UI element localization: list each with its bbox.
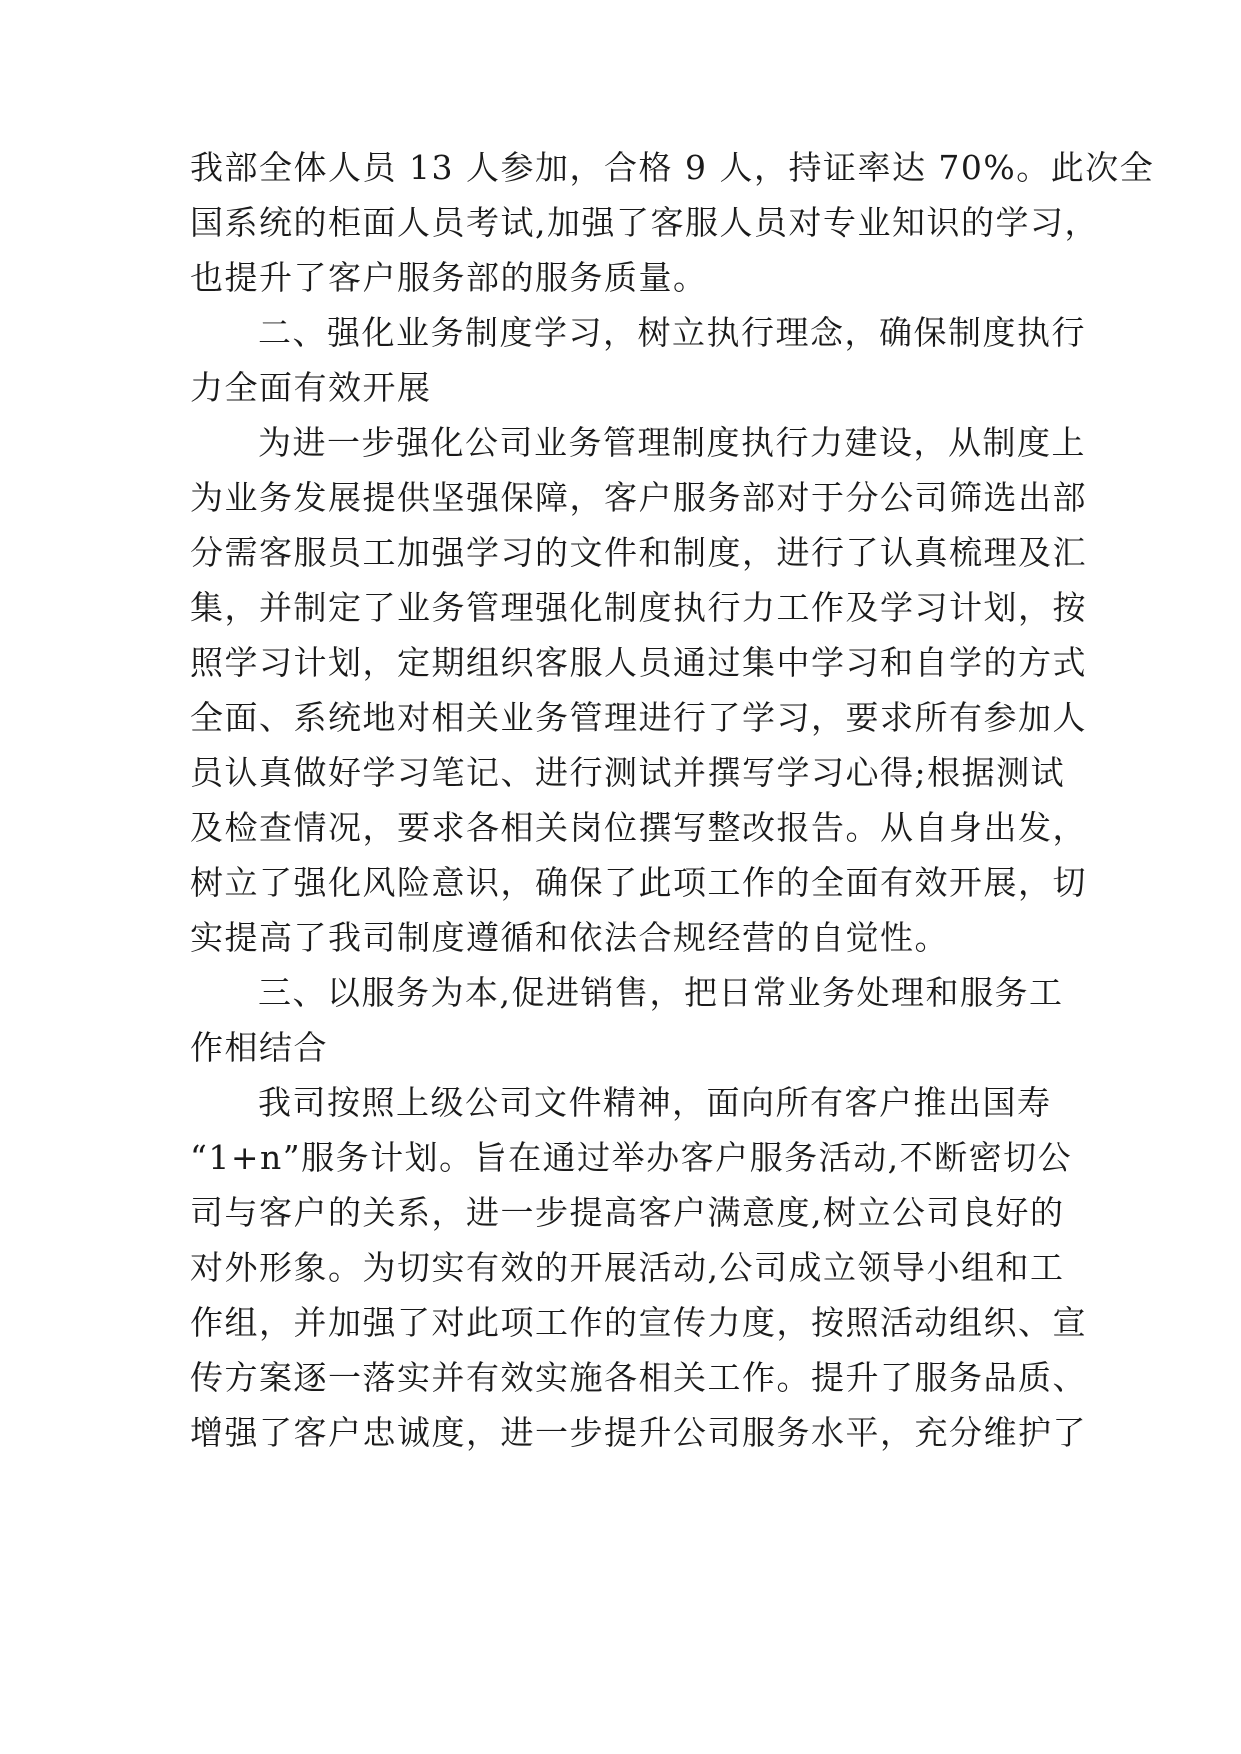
section-heading: 二、强化业务制度学习，树立执行理念，确保制度执行 xyxy=(258,313,1086,352)
text-line: 员认真做好学习笔记、进行测试并撰写学习心得;根据测试 xyxy=(190,753,1066,792)
text-line: 树立了强化风险意识，确保了此项工作的全面有效开展，切 xyxy=(190,863,1087,902)
text-line: 作组，并加强了对此项工作的宣传力度，按照活动组织、宣 xyxy=(190,1303,1087,1342)
text-line: 我司按照上级公司文件精神，面向所有客户推出国寿 xyxy=(258,1083,1052,1122)
text-line: 实提高了我司制度遵循和依法合规经营的自觉性。 xyxy=(190,918,949,957)
text-line: 分需客服员工加强学习的文件和制度，进行了认真梳理及汇 xyxy=(190,533,1087,572)
section-heading-cont: 力全面有效开展 xyxy=(190,368,432,407)
text-line: 增强了客户忠诚度，进一步提升公司服务水平，充分维护了 xyxy=(190,1413,1087,1452)
text-line: 传方案逐一落实并有效实施各相关工作。提升了服务品质、 xyxy=(190,1358,1087,1397)
section-heading-cont: 作相结合 xyxy=(190,1028,328,1067)
section-heading: 三、以服务为本,促进销售，把日常业务处理和服务工 xyxy=(258,973,1064,1012)
text-line: 对外形象。为切实有效的开展活动,公司成立领导小组和工 xyxy=(190,1248,1065,1287)
text-line: 为进一步强化公司业务管理制度执行力建设，从制度上 xyxy=(258,423,1086,462)
text-line: 照学习计划，定期组织客服人员通过集中学习和自学的方式 xyxy=(190,643,1087,682)
text-line: 为业务发展提供坚强保障，客户服务部对于分公司筛选出部 xyxy=(190,478,1087,517)
text-line: 全面、系统地对相关业务管理进行了学习，要求所有参加人 xyxy=(190,698,1087,737)
text-line: 国系统的柜面人员考试,加强了客服人员对专业知识的学习， xyxy=(190,203,1099,242)
text-line: 也提升了客户服务部的服务质量。 xyxy=(190,258,708,297)
text-line: 集，并制定了业务管理强化制度执行力工作及学习计划，按 xyxy=(190,588,1087,627)
text-line: “1+n”服务计划。旨在通过举办客户服务活动,不断密切公 xyxy=(190,1138,1073,1177)
text-line: 及检查情况，要求各相关岗位撰写整改报告。从自身出发， xyxy=(190,808,1087,847)
text-line: 司与客户的关系，进一步提高客户满意度,树立公司良好的 xyxy=(190,1193,1065,1232)
text-line: 我部全体人员 13 人参加，合格 9 人，持证率达 70%。此次全 xyxy=(190,148,1155,187)
